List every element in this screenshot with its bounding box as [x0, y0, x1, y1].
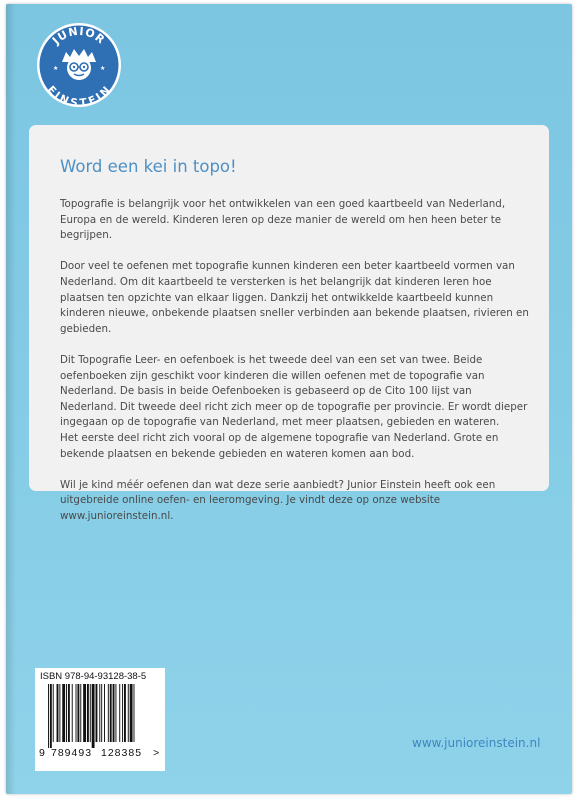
- logo-text-bottom: EINSTEIN: [44, 83, 114, 108]
- paragraph-intro: Topografie is belangrijk voor het ontwikkelen van een goed kaartbeeld van Nederland, Europa en de wereld. Kinderen leren op deze manier de wereld om hen heen beter te begrijpen.: [60, 198, 506, 242]
- panel-body: [60, 197, 530, 540]
- barcode-digits-right: 128385: [101, 747, 143, 759]
- barcode-digit-first: 9: [39, 747, 45, 759]
- cover-spine-shadow: [6, 4, 16, 794]
- website-url[interactable]: www.junioreinstein.nl: [412, 736, 541, 750]
- description-panel: [29, 125, 549, 522]
- barcode-arrow: >: [153, 747, 160, 759]
- barcode-box: [35, 668, 165, 771]
- barcode-digits-left: 789493: [51, 747, 93, 759]
- paragraph-part-one: Het eerste deel richt zich vooral op de algemene topografie van Nederland. Grote en bekende plaatsen en bekende gebieden en wateren komen aan bod.: [60, 431, 499, 460]
- logo-text-top: JUNIOR: [49, 24, 108, 48]
- paragraph-online: Wil je kind méér oefenen dan wat deze serie aanbiedt? Junior Einstein heeft ook een uitgebreide online oefen- en leeromgeving. Je vindt deze op onze website www.junioreinstein.nl.: [60, 478, 496, 522]
- star-icon-right: ★: [100, 65, 106, 72]
- star-icon-left: ★: [53, 65, 59, 72]
- paragraph-practice: Door veel te oefenen met topografie kunnen kinderen een beter kaartbeeld vormen van Nederland. Om dit kaartbeeld te versterken is het belangrijk dat kinderen leren hoe plaatsen ten opzichte van elkaar liggen. Dankzij het ontwikkelde kaartbeeld kunnen kinderen nieuwe, onbekende plaatsen sneller verbinden aan bekende plaatsen, rivieren en gebieden.: [60, 260, 529, 335]
- barcode-bars: [38, 684, 162, 748]
- panel-title: Word een kei in topo!: [60, 157, 237, 176]
- junior-einstein-logo: [36, 22, 122, 108]
- paragraph-part-two: Dit Topografie Leer- en oefenboek is het tweede deel van een set van twee. Beide oefenboeken zijn geschikt voor kinderen die willen oefenen met de topografie van Nederland. De basis in beide Oefenboeken is gebaseerd op de Cito 100 lijst van Nederland. Dit tweede deel richt zich meer op de topografie per provincie. Er wordt dieper ingegaan op de topografie van Nederland, met meer plaatsen, gebieden en wateren.: [60, 353, 528, 429]
- back-cover: [6, 4, 572, 794]
- isbn-label: ISBN 978-94-93128-38-5: [40, 671, 147, 682]
